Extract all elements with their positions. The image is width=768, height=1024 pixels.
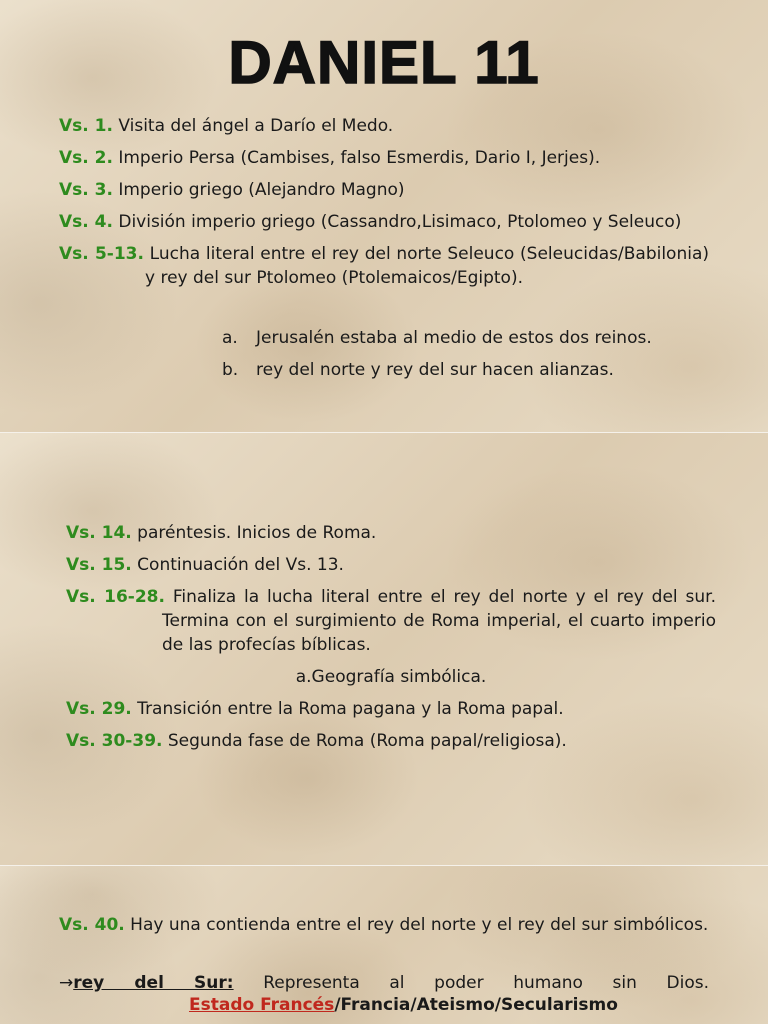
- sub-item: [222, 326, 702, 350]
- definition-continuation: [59, 994, 709, 1016]
- verse-item: [59, 914, 709, 936]
- definition-text: Representa al poder humano sin Dios.: [233, 973, 710, 993]
- verse-text: Finaliza la lucha literal entre el rey del norte y el rey del sur. Termina con el surgimiento de Roma imperial, el cuarto imperio de las profecías bíblicas.: [162, 587, 716, 655]
- verse-item: [59, 146, 709, 170]
- continuation-text: /Francia/Ateismo/Secularismo: [334, 995, 618, 1015]
- sub-item-text: Jerusalén estaba al medio de estos dos reinos.: [256, 328, 652, 348]
- arrow-icon: →: [59, 973, 74, 993]
- verse-text: Continuación del Vs. 13.: [131, 555, 344, 575]
- verse-ref: Vs. 40.: [59, 915, 125, 935]
- slide-1: [0, 0, 768, 432]
- verse-item: [59, 178, 709, 202]
- verse-item: [59, 114, 709, 138]
- verse-item: [66, 585, 716, 657]
- verse-text: Segunda fase de Roma (Roma papal/religiosa).: [162, 731, 567, 751]
- verse-ref: Vs. 5-13.: [59, 244, 144, 264]
- slide-2: [0, 433, 768, 865]
- verse-text: Transición entre la Roma pagana y la Roma papal.: [131, 699, 564, 719]
- verse-ref: Vs. 1.: [59, 116, 113, 136]
- sub-item-text: rey del norte y rey del sur hacen alianzas.: [256, 360, 614, 380]
- verse-text: Imperio Persa (Cambises, falso Esmerdis, Dario I, Jerjes).: [112, 148, 601, 168]
- page-title: DANIEL 11: [228, 29, 540, 96]
- verse-ref: Vs. 29.: [66, 699, 132, 719]
- verse-item: [66, 521, 716, 545]
- verse-text: División imperio griego (Cassandro,Lisimaco, Ptolomeo y Seleuco): [112, 212, 682, 232]
- verse-text: Lucha literal entre el rey del norte Seleuco (Seleucidas/Babilonia) y rey del sur Ptolomeo (Ptolemaicos/Egipto).: [143, 244, 710, 288]
- definition-line: [59, 972, 709, 994]
- verse-text: paréntesis. Inicios de Roma.: [131, 523, 377, 543]
- verse-ref: Vs. 15.: [66, 555, 132, 575]
- verse-item: [59, 210, 709, 234]
- verse-ref: Vs. 4.: [59, 212, 113, 232]
- verse-item: [59, 242, 709, 290]
- verse-list-1: [59, 114, 709, 298]
- verse-item: [66, 697, 716, 721]
- sub-item: [222, 358, 702, 382]
- sub-item-marker: a.: [222, 328, 238, 348]
- sub-item-centered: a.Geografía simbólica.: [295, 667, 487, 687]
- slide-3: [0, 866, 768, 1024]
- verse-list-3: [59, 914, 709, 1016]
- verse-ref: Vs. 3.: [59, 180, 113, 200]
- verse-item: [66, 553, 716, 577]
- verse-text: Imperio griego (Alejandro Magno): [112, 180, 405, 200]
- verse-list-2: [66, 521, 716, 761]
- verse-text: Visita del ángel a Darío el Medo.: [112, 116, 394, 136]
- sub-item-marker: b.: [222, 360, 239, 380]
- verse-item: [66, 729, 716, 753]
- sub-list-1: [222, 326, 702, 390]
- verse-ref: Vs. 16-28.: [66, 587, 165, 607]
- highlight-text: Estado Francés: [189, 995, 335, 1015]
- verse-text: Hay una contienda entre el rey del norte y el rey del sur simbólicos.: [124, 915, 709, 935]
- verse-ref: Vs. 2.: [59, 148, 113, 168]
- verse-ref: Vs. 30-39.: [66, 731, 163, 751]
- verse-ref: Vs. 14.: [66, 523, 132, 543]
- definition-term: rey del Sur:: [73, 973, 234, 993]
